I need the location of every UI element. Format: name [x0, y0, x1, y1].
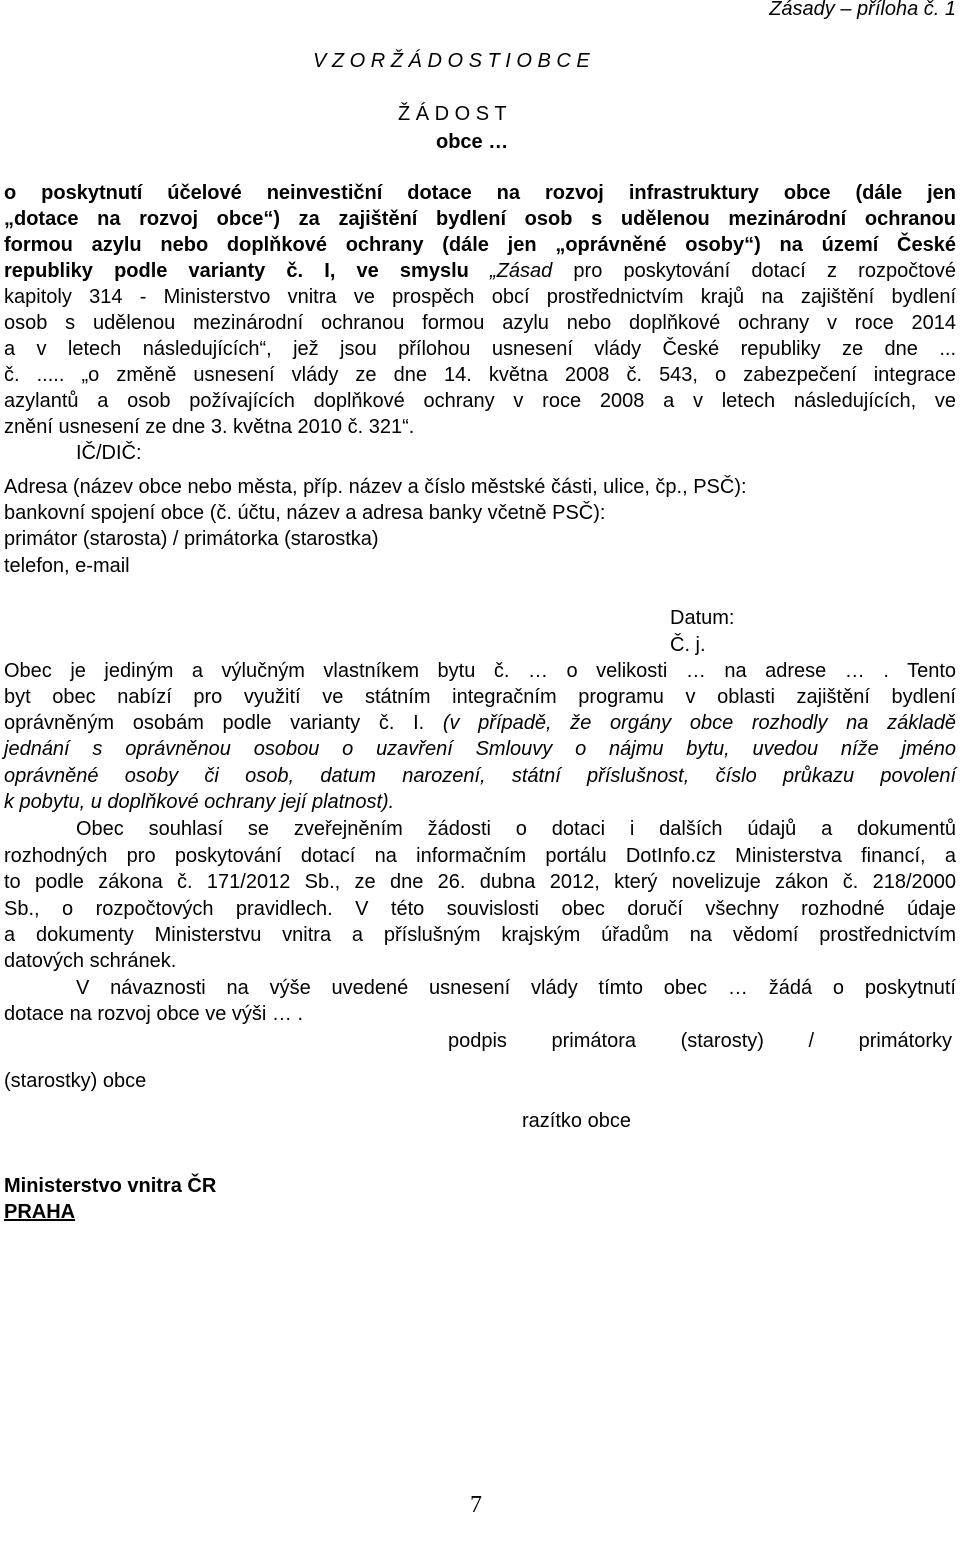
date-label: Datum:: [670, 607, 735, 629]
body-p2-line-6: datových schránek.: [4, 950, 177, 972]
mayor-field: primátor (starosta) / primátorka (starostka): [4, 528, 379, 550]
body-p1-line-2: byt obec nabízí pro využití ve státním integračním programu v oblasti zajištění bydlení: [4, 686, 956, 708]
body-p2-line-5: a dokumenty Ministerstvu vnitra a příslušným krajským úřadům na vědomí prostřednictvím: [4, 924, 956, 946]
intro-line-4: [4, 260, 956, 283]
body-p1-line-4: jednání s oprávněnou osobou o uzavření Smlouvy o nájmu bytu, uvedou níže jméno: [4, 738, 956, 760]
body-p1-line-3-normal: oprávněným osobám podle varianty č. I.: [4, 712, 443, 734]
page-number: 7: [470, 1492, 482, 1518]
intro-line-2: „dotace na rozvoj obce“) za zajištění bydlení osob s udělenou mezinárodní ochranou: [4, 208, 956, 230]
body-p2-line-2: rozhodných pro poskytování dotací na informačním portálu DotInfo.cz Ministerstva financí, a: [4, 845, 956, 867]
stamp-label: razítko obce: [522, 1110, 631, 1132]
intro-line-4-rest: pro poskytování dotací z rozpočtové: [552, 260, 956, 282]
address-field: Adresa (název obce nebo města, příp. název a číslo městské části, ulice, čp., PSČ):: [4, 476, 747, 498]
intro-line-10: znění usnesení ze dne 3. května 2010 č. 321“.: [4, 416, 415, 438]
reference-label: Č. j.: [670, 634, 706, 656]
intro-line-6: osob s udělenou mezinárodní ochranou formou azylu nebo doplňkové ochrany v roce 2014: [4, 312, 956, 334]
intro-line-1: o poskytnutí účelové neinvestiční dotace na rozvoj infrastruktury obce (dále jen: [4, 182, 956, 204]
form-title: V Z O R Ž Á D O S T I O B C E: [313, 50, 590, 72]
intro-line-4-bold: republiky podle varianty č. I, ve smyslu: [4, 260, 469, 282]
body-p1-line-1: Obec je jediným a výlučným vlastníkem bytu č. … o velikosti … na adrese … . Tento: [4, 660, 956, 682]
body-p1-line-3-italic: (v případě, že orgány obce rozhodly na základě: [442, 712, 957, 734]
recipient-city: PRAHA: [4, 1201, 76, 1223]
intro-line-9: azylantů a osob požívajících doplňkové ochrany v roce 2008 a v letech následujících, ve: [4, 390, 956, 412]
intro-line-8: č. ..... „o změně usnesení vlády ze dne 14. května 2008 č. 543, o zabezpečení integrace: [4, 364, 956, 386]
intro-line-5: kapitoly 314 - Ministerstvo vnitra ve prospěch obcí prostřednictvím krajů na zajištění bydlení: [4, 286, 956, 308]
intro-line-3: formou azylu nebo doplňkové ochrany (dále jen „oprávněné osoby“) na území České: [4, 234, 956, 256]
request-title: Ž Á D O S T: [398, 103, 507, 125]
body-p3-line-2: dotace na rozvoj obce ve výši … .: [4, 1003, 304, 1025]
municipality-name: obce …: [436, 131, 509, 153]
signature-line-2: (starostky) obce: [4, 1070, 147, 1092]
body-p1-line-3: [4, 712, 956, 735]
body-p2-line-1: Obec souhlasí se zveřejněním žádosti o dotaci i dalších údajů a dokumentů: [76, 818, 956, 840]
contact-field: telefon, e-mail: [4, 555, 130, 577]
annex-label: Zásady – příloha č. 1: [769, 0, 956, 20]
signature-line-1: podpis primátora (starosty) / primátorky: [448, 1030, 952, 1052]
bank-field: bankovní spojení obce (č. účtu, název a adresa banky včetně PSČ):: [4, 502, 606, 524]
intro-line-4-italic: „Zásad: [468, 260, 553, 282]
body-p3-line-1: V návaznosti na výše uvedené usnesení vlády tímto obec … žádá o poskytnutí: [76, 977, 956, 999]
intro-line-7: a v letech následujících“, jež jsou přílohou usnesení vlády České republiky ze dne ...: [4, 338, 956, 360]
body-p2-line-3: to podle zákona č. 171/2012 Sb., ze dne 26. dubna 2012, který novelizuje zákon č. 218/2000: [4, 871, 956, 893]
body-p2-line-4: Sb., o rozpočtových pravidlech. V této souvislosti obec doručí všechny rozhodné údaje: [4, 898, 956, 920]
body-p1-line-6: k pobytu, u doplňkové ochrany její platnost).: [4, 791, 395, 813]
body-p1-line-5: oprávněné osoby či osob, datum narození, státní příslušnost, číslo průkazu povolení: [4, 765, 956, 787]
ico-field: IČ/DIČ:: [76, 442, 142, 464]
recipient-name: Ministerstvo vnitra ČR: [4, 1175, 217, 1197]
